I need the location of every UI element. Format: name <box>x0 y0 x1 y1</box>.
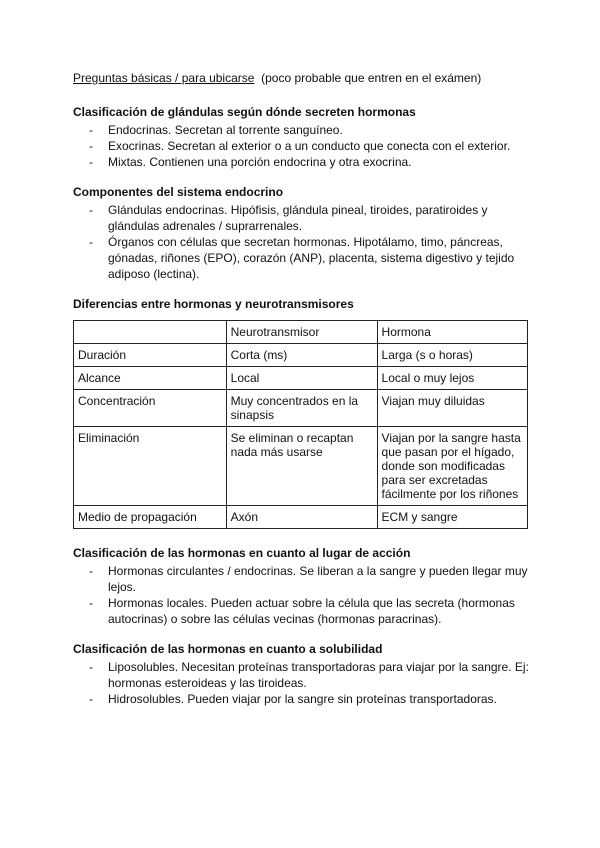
section-title-componentes: Componentes del sistema endocrino <box>73 185 284 199</box>
list-item: - Exocrinas. Secretan al exterior o a un conducto que conecta con el exterior. <box>73 138 533 154</box>
table-row <box>74 344 528 367</box>
section-title-diferencias: Diferencias entre hormonas y neurotransmisores <box>73 297 354 311</box>
list-item: - Hormonas circulantes / endocrinas. Se liberan a la sangre y pueden llegar muy lejos. <box>73 563 533 595</box>
list-solubilidad <box>73 659 533 707</box>
section-title-glandulas: Clasificación de glándulas según dónde secreten hormonas <box>73 105 416 119</box>
table-cell: Se eliminan o recaptan nada más usarse <box>226 427 377 506</box>
table-cell: Viajan muy diluidas <box>377 390 527 427</box>
list-componentes <box>73 202 533 282</box>
table-cell: Larga (s o horas) <box>377 344 527 367</box>
intro-line <box>73 70 533 86</box>
intro-note: (poco probable que entren en el exámen) <box>261 71 482 85</box>
list-item: - Hidrosolubles. Pueden viajar por la sangre sin proteínas transportadoras. <box>73 691 533 707</box>
intro-underlined: Preguntas básicas / para ubicarse <box>73 71 255 85</box>
list-item: - Hormonas locales. Pueden actuar sobre la célula que las secreta (hormonas autocrinas) o sobre las células vecinas (hormonas paracrinas). <box>73 595 533 627</box>
table-cell: Muy concentrados en la sinapsis <box>226 390 377 427</box>
table-cell: Local <box>226 367 377 390</box>
table-header-row <box>74 321 528 344</box>
table-cell: Medio de propagación <box>74 506 227 529</box>
table-row <box>74 506 528 529</box>
section-title-solubilidad: Clasificación de las hormonas en cuanto a solubilidad <box>73 642 383 656</box>
section-title-lugar: Clasificación de las hormonas en cuanto al lugar de acción <box>73 546 411 560</box>
table-row <box>74 390 528 427</box>
list-item: - Liposolubles. Necesitan proteínas transportadoras para viajar por la sangre. Ej: hormonas esteroideas y las tiroideas. <box>73 659 533 691</box>
document-page <box>73 70 533 721</box>
table-cell: Local o muy lejos <box>377 367 527 390</box>
list-item: - Mixtas. Contienen una porción endocrina y otra exocrina. <box>73 154 533 170</box>
table-cell: Axón <box>226 506 377 529</box>
table-header-cell: Hormona <box>377 321 527 344</box>
table-cell: ECM y sangre <box>377 506 527 529</box>
table-row <box>74 367 528 390</box>
table-cell: Alcance <box>74 367 227 390</box>
comparison-table <box>73 320 528 529</box>
list-item: - Endocrinas. Secretan al torrente sanguíneo. <box>73 122 533 138</box>
list-item: - Glándulas endocrinas. Hipófisis, glándula pineal, tiroides, paratiroides y glándulas adrenales / suprarrenales. <box>73 202 533 234</box>
table-cell: Viajan por la sangre hasta que pasan por el hígado, donde son modificadas para ser excretadas fácilmente por los riñones <box>377 427 527 506</box>
table-header-cell: Neurotransmisor <box>226 321 377 344</box>
table-cell: Eliminación <box>74 427 227 506</box>
table-row <box>74 427 528 506</box>
list-item: - Órganos con células que secretan hormonas. Hipotálamo, timo, páncreas, gónadas, riñones (EPO), corazón (ANP), placenta, sistema digestivo y tejido adiposo (lectina). <box>73 234 533 282</box>
table-cell: Corta (ms) <box>226 344 377 367</box>
table-header-cell <box>74 321 227 344</box>
table-cell: Duración <box>74 344 227 367</box>
list-lugar <box>73 563 533 627</box>
list-glandulas <box>73 122 533 170</box>
table-cell: Concentración <box>74 390 227 427</box>
